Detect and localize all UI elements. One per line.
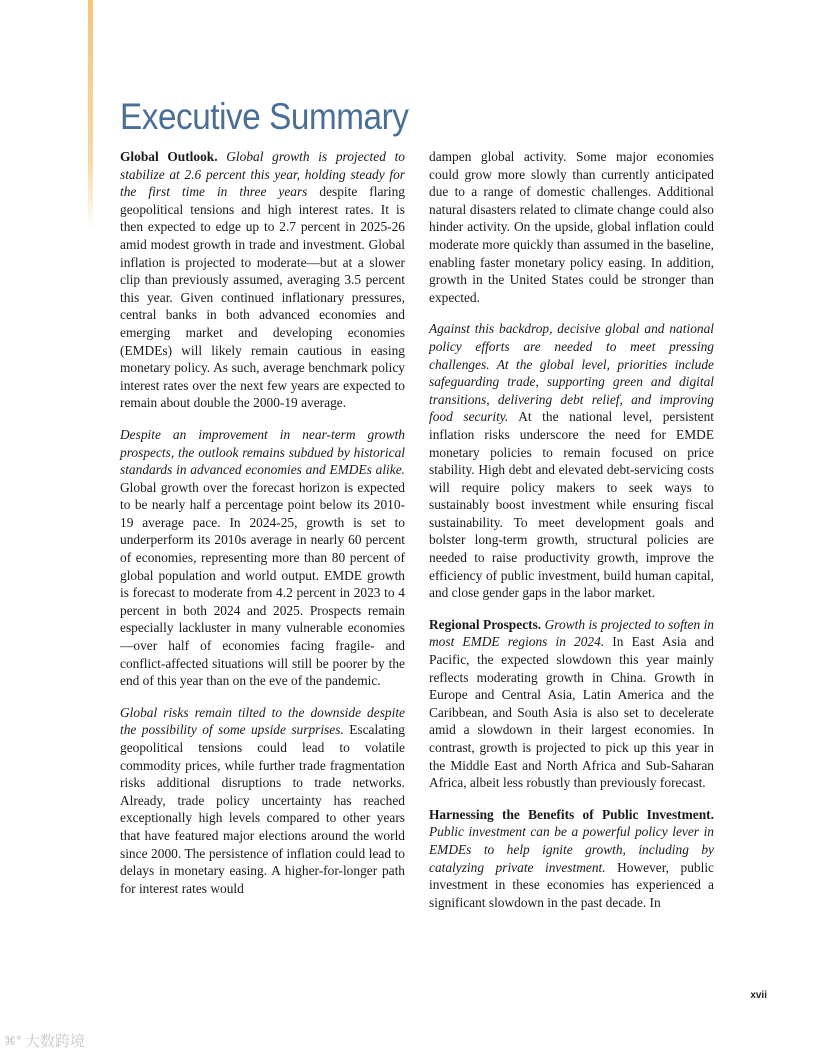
watermark-text: 大数跨境	[25, 1032, 86, 1050]
paragraph-lead: Global risks remain tilted to the downside despite the possibility of some upside surprises.	[120, 704, 405, 738]
paragraph-lead: Growth is projected to soften in most EMDE regions in 2024.	[429, 616, 715, 650]
paragraph-body: Escalating geopolitical tensions could lead to volatile commodity prices, while further trade fragmentation risks additional disruptions to trade networks. Already, trade policy uncertainty has reached exceptionally high levels compared to other years that have featured major elections around the world since 2000. The persistence of inflation could lead to delays in monetary easing. A higher-for-longer path for interest rates would	[120, 722, 405, 896]
paragraph-lead: Public investment can be a powerful policy lever in EMDEs to help ignite growth, including by catalyzing private investment.	[429, 824, 714, 875]
paragraph-global-outlook	[120, 148, 405, 412]
paragraph-heading: Harnessing the Benefits of Public Investment.	[429, 806, 714, 822]
right-column	[429, 148, 714, 925]
left-column	[120, 148, 405, 911]
paragraph-policy-efforts	[429, 320, 714, 602]
page-title: Executive Summary	[120, 96, 409, 137]
paragraph-global-risks	[120, 704, 405, 898]
paragraph-lead: Global growth is projected to stabilize at 2.6 percent this year, holding steady for the first time in three years	[120, 149, 405, 200]
paragraph-body: Global growth over the forecast horizon is expected to be nearly half a percentage point below its 2010-19 average pace. In 2024-25, growth is set to underperform its 2010s average in nearly 60 percent of economies, representing more than 80 percent of global population and world output. EMDE growth is forecast to moderate from 4.2 percent in 2023 to 4 percent in both 2024 and 2025. Prospects remain especially lackluster in many vulnerable economies—over half of economies facing fragile- and conflict-affected situations will still be poorer by the end of this year than on the eve of the pandemic.	[120, 479, 405, 689]
paragraph-near-term-prospects	[120, 426, 405, 690]
paragraph-body: dampen global activity. Some major economies could grow more slowly than currently anticipated due to a range of domestic challenges. Additional natural disasters related to climate change could also hinder activity. On the upside, global inflation could moderate more quickly than assumed in the baseline, enabling faster monetary policy easing. In addition, growth in the United States could be stronger than expected.	[429, 149, 714, 305]
watermark	[4, 1030, 85, 1051]
watermark-logo-icon: ⌘°	[4, 1033, 22, 1048]
paragraph-public-investment	[429, 806, 714, 912]
paragraph-body: despite flaring geopolitical tensions and high interest rates. It is then expected to edge up to 2.7 percent in 2025-26 amid modest growth in trade and investment. Global inflation is projected to moderate—but at a slower clip than previously assumed, averaging 3.5 percent this year. Given continued inflationary pressures, central banks in both advanced economies and emerging market and developing economies (EMDEs) will likely remain cautious in easing monetary policy. As such, average benchmark policy interest rates over the next few years are expected to remain about double the 2000-19 average.	[120, 184, 405, 411]
paragraph-lead: Despite an improvement in near-term growth prospects, the outlook remains subdued by historical standards in advanced economies and EMDEs alike.	[120, 426, 405, 478]
paragraph-heading: Regional Prospects.	[429, 616, 542, 632]
paragraph-body: At the national level, persistent inflation risks underscore the need for EMDE monetary policies to remain focused on price stability. High debt and elevated debt-servicing costs will require policy makers to seek ways to sustainably boost investment while ensuring fiscal sustainability. To meet development goals and bolster long-term growth, structural policies are needed to raise productivity growth, improve the efficiency of public investment, build human capital, and close gender gaps in the labor market.	[429, 409, 715, 601]
paragraph-body: In East Asia and Pacific, the expected slowdown this year mainly reflects moderating growth in China. Growth in Europe and Central Asia, Latin America and the Caribbean, and South Asia is also set to decelerate amid a slowdown in their largest economies. In contrast, growth is projected to pick up this year in the Middle East and North Africa and Sub-Saharan Africa, albeit less robustly than previously forecast.	[429, 634, 714, 791]
paragraph-body: However, public investment in these economies has experienced a significant slowdown in the past decade. In	[429, 859, 714, 910]
page-number: xvii	[750, 990, 767, 1001]
paragraph-global-risks-continued	[429, 148, 714, 306]
accent-bar	[88, 0, 93, 230]
paragraph-regional-prospects	[429, 616, 714, 792]
paragraph-heading: Global Outlook.	[120, 149, 218, 164]
paragraph-lead: Against this backdrop, decisive global and national policy efforts are needed to meet pressing challenges. At the global level, priorities include safeguarding trade, supporting green and digital transitions, delivering debt relief, and improving food security.	[429, 321, 714, 425]
